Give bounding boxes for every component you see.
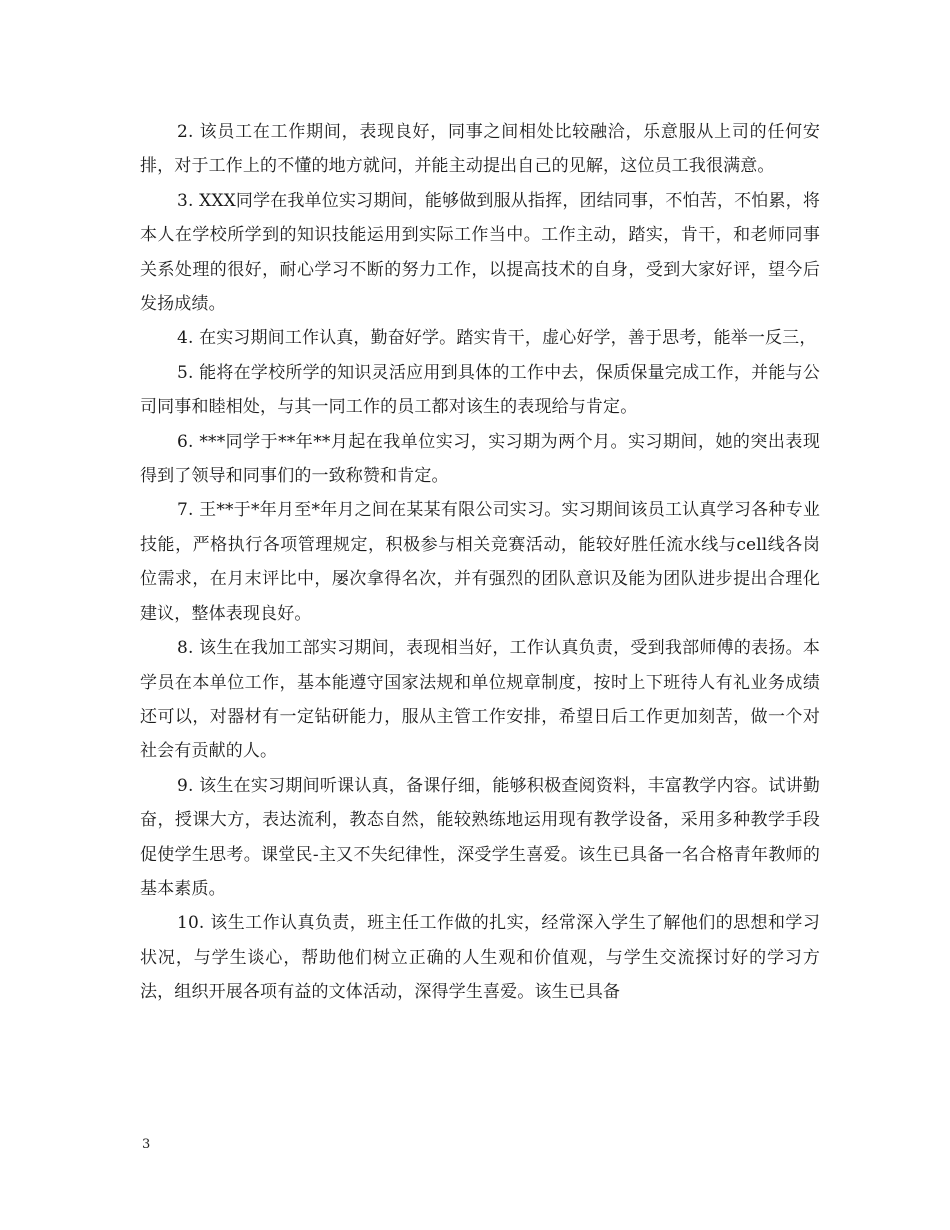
paragraph-10: 10. 该生工作认真负责，班主任工作做的扎实，经常深入学生了解他们的思想和学习状况，与学生谈心，帮助他们树立正确的人生观和价值观，与学生交流探讨好的学习方法，组织开展各项有益的文体活动，深得学生喜爱。该生已具备	[140, 913, 820, 1003]
paragraph-4: 4. 在实习期间工作认真，勤奋好学。踏实肯干，虚心好学，善于思考，能举一反三，	[177, 328, 817, 349]
paragraph-7: 7. 王**于*年月至*年月之间在某某有限公司实习。实习期间该员工认真学习各种专业技能，严格执行各项管理规定，积极参与相关竞赛活动，能较好胜任流水线与cell线各岗位需求，在月末评比中，屡次拿得名次，并有强烈的团队意识及能为团队进步提出合理化建议，整体表现良好。	[140, 500, 820, 624]
paragraph-2: 2. 该员工在工作期间，表现良好，同事之间相处比较融洽，乐意服从上司的任何安排，对于工作上的不懂的地方就问，并能主动提出自己的见解，这位员工我很满意。	[140, 122, 820, 177]
page-number: 3	[142, 1137, 151, 1152]
paragraph-5: 5. 能将在学校所学的知识灵活应用到具体的工作中去，保质保量完成工作，并能与公司同事和睦相处，与其一同工作的员工都对该生的表现给与肯定。	[140, 362, 820, 418]
paragraph-9: 9. 该生在实习期间听课认真，备课仔细，能够积极查阅资料，丰富教学内容。试讲勤奋，授课大方，表达流利，教态自然，能较熟练地运用现有教学设备，采用多种教学手段促使学生思考。课堂民-主又不失纪律性，深受学生喜爱。该生已具备一名合格青年教师的基本素质。	[140, 775, 820, 899]
document-body	[140, 115, 820, 1010]
paragraph-8: 8. 该生在我加工部实习期间，表现相当好，工作认真负责，受到我部师傅的表扬。本学员在本单位工作，基本能遵守国家法规和单位规章制度，按时上下班待人有礼业务成绩还可以，对器材有一定钻研能力，服从主管工作安排，希望日后工作更加刻苦，做一个对社会有贡献的人。	[140, 638, 820, 762]
paragraph-6: 6. ***同学于**年**月起在我单位实习，实习期为两个月。实习期间，她的突出表现得到了领导和同事们的一致称赞和肯定。	[140, 431, 820, 487]
paragraph-3: 3. XXX同学在我单位实习期间，能够做到服从指挥，团结同事，不怕苦，不怕累，将本人在学校所学到的知识技能运用到实际工作当中。工作主动，踏实，肯干，和老师同事关系处理的很好，耐心学习不断的努力工作，以提高技术的自身，受到大家好评，望今后发扬成绩。	[140, 190, 820, 315]
